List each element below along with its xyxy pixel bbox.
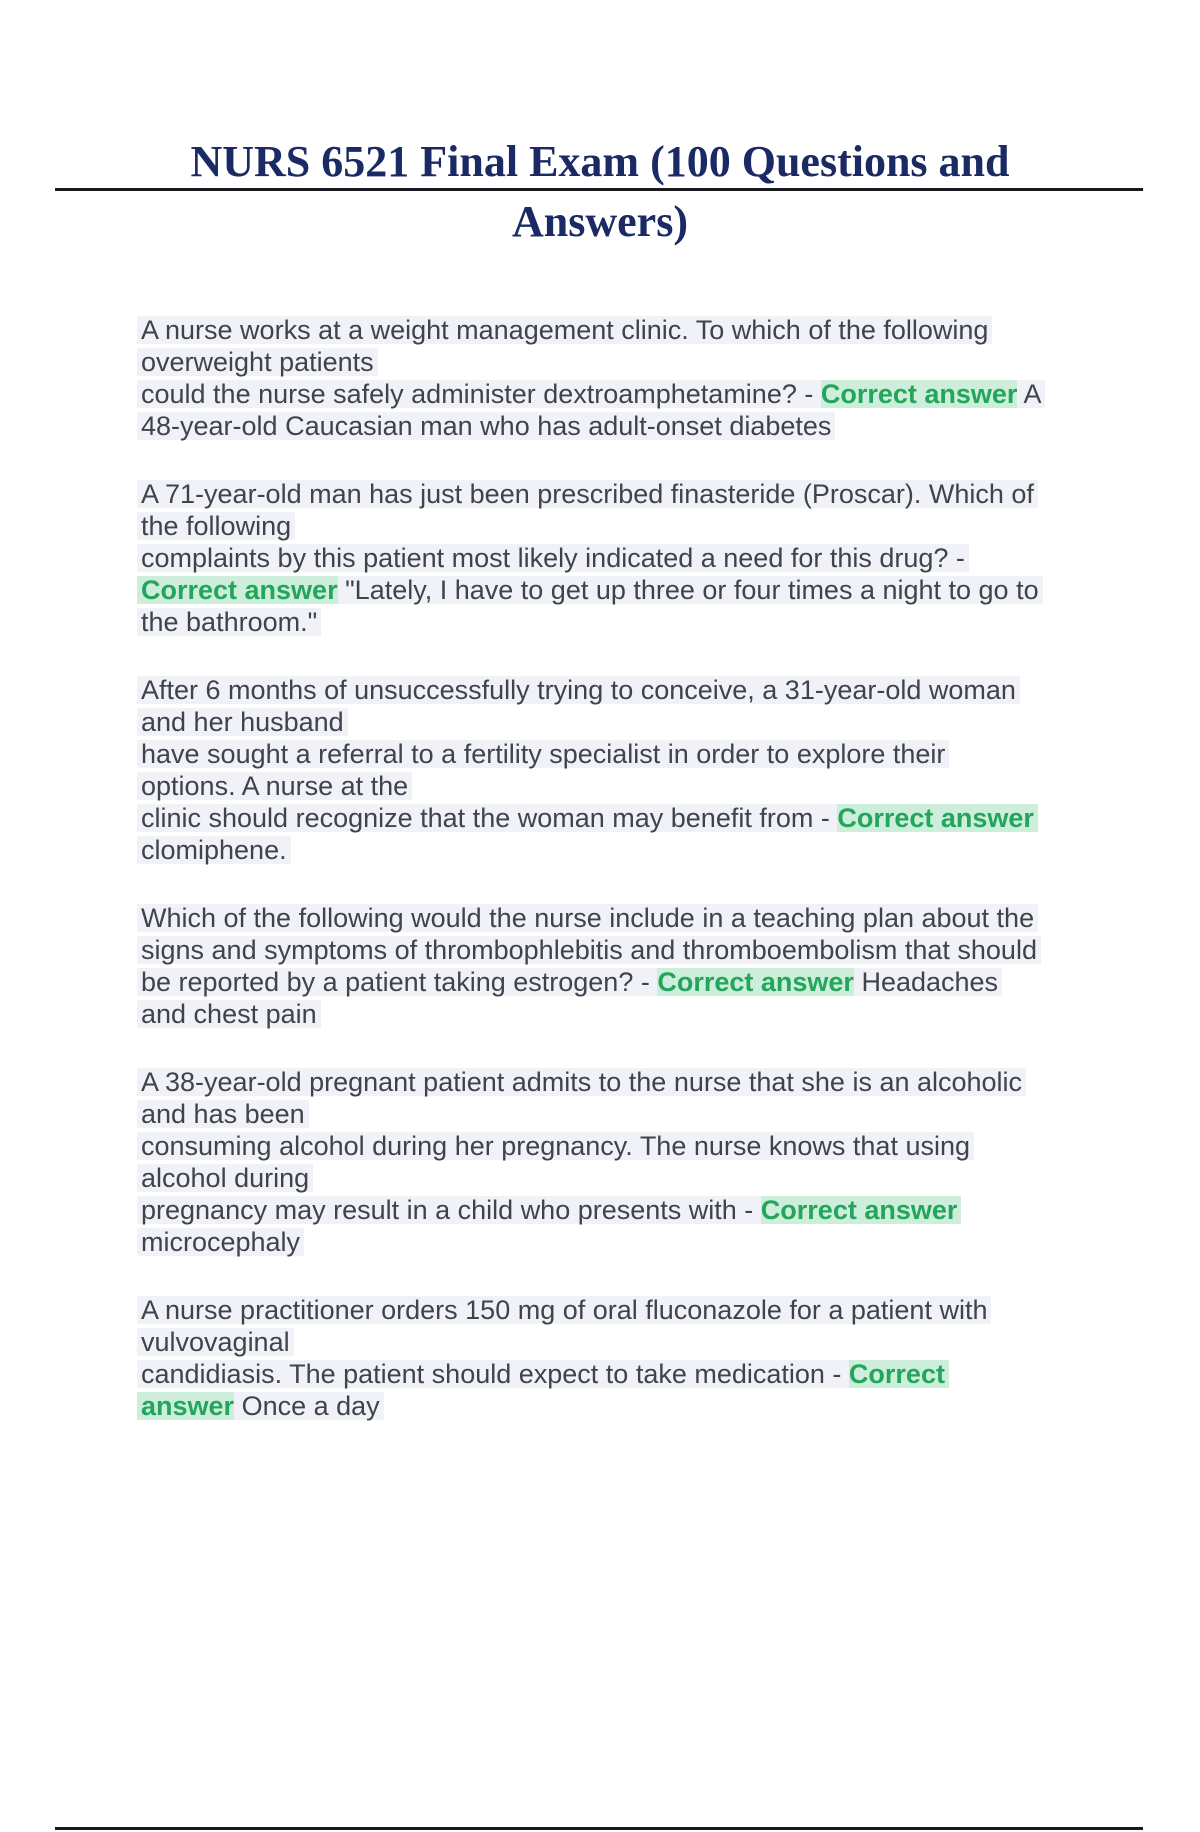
text-line [137,1132,1160,1164]
text-line [137,708,1160,740]
question-text: A [1017,380,1045,408]
text-line [137,1296,1160,1328]
text-line [137,316,1160,348]
text-line [137,676,1160,708]
text-line [137,1068,1160,1100]
text-line [137,576,1160,608]
qa-paragraph [137,676,1160,868]
text-line [137,544,1160,576]
question-text: candidiasis. The patient should expect to take medication - [137,1360,849,1388]
question-text: have sought a referral to a fertility specialist in order to explore their [137,740,949,768]
correct-answer-label: answer [137,1392,234,1420]
qa-paragraph [137,480,1160,640]
text-line [137,412,1160,444]
question-text: "Lately, I have to get up three or four times a night to go to [338,576,1043,604]
bottom-rule [55,1827,1143,1830]
question-text: complaints by this patient most likely indicated a need for this drug? - [137,544,969,572]
correct-answer-label: Correct answer [820,379,1018,409]
title-line-1: NURS 6521 Final Exam (100 Questions and [190,137,1010,186]
text-line [137,968,1160,1000]
text-line [137,1328,1160,1360]
text-line [137,1100,1160,1132]
question-text: and her husband [137,708,348,736]
text-line [137,480,1160,512]
text-line [137,740,1160,772]
text-line [137,1196,1160,1228]
qa-paragraph [137,1296,1160,1424]
qa-paragraph [137,904,1160,1032]
correct-answer-label: Correct answer [657,967,854,997]
question-text: A 38-year-old pregnant patient admits to the nurse that she is an alcoholic [137,1068,1026,1096]
text-line [137,936,1160,968]
question-text: clomiphene. [137,836,291,864]
text-line [137,1000,1160,1032]
top-rule [55,188,1143,191]
correct-answer-label: Correct [849,1360,949,1388]
question-text: A nurse works at a weight management clinic. To which of the following [137,316,992,344]
text-line [137,348,1160,380]
text-line [137,512,1160,544]
question-text: could the nurse safely administer dextroamphetamine? - [137,380,821,408]
text-line [137,1164,1160,1196]
correct-answer-label: Correct answer [137,576,338,604]
text-line [137,804,1160,836]
text-line [137,1360,1160,1392]
question-text: the bathroom." [137,608,321,636]
question-text: clinic should recognize that the woman may benefit from - [137,804,837,832]
question-text: Which of the following would the nurse include in a teaching plan about the [137,904,1038,932]
question-text: A nurse practitioner orders 150 mg of oral fluconazole for a patient with [137,1296,991,1324]
question-text: and has been [137,1100,309,1128]
text-line [137,1228,1160,1260]
question-text: Headaches [854,968,1002,996]
text-line [137,608,1160,640]
correct-answer-label: Correct answer [837,804,1038,832]
document-title [0,132,1200,252]
question-text: consuming alcohol during her pregnancy. The nurse knows that using [137,1132,974,1160]
question-text: signs and symptoms of thrombophlebitis and thromboembolism that should [137,936,1041,964]
text-line [137,836,1160,868]
text-line [137,904,1160,936]
question-text: alcohol during [137,1164,313,1192]
text-line [137,380,1160,412]
qa-paragraph [137,316,1160,444]
question-text: pregnancy may result in a child who presents with - [137,1196,761,1224]
question-text: be reported by a patient taking estrogen? - [137,968,657,996]
content [137,316,1160,1424]
question-text: A 71-year-old man has just been prescribed finasteride (Proscar). Which of [137,480,1038,508]
question-text: overweight patients [137,348,378,376]
question-text: and chest pain [137,1000,321,1028]
question-text: After 6 months of unsuccessfully trying to conceive, a 31-year-old woman [137,676,1020,704]
correct-answer-label: Correct answer [761,1196,962,1224]
question-text: vulvovaginal [137,1328,294,1356]
question-text: microcephaly [137,1228,304,1256]
question-text: 48-year-old Caucasian man who has adult-onset diabetes [137,412,835,440]
text-line [137,772,1160,804]
title-line-2: Answers) [512,197,688,246]
question-text: options. A nurse at the [137,772,412,800]
question-text: Once a day [234,1392,384,1420]
qa-paragraph [137,1068,1160,1260]
text-line [137,1392,1160,1424]
question-text: the following [137,512,295,540]
